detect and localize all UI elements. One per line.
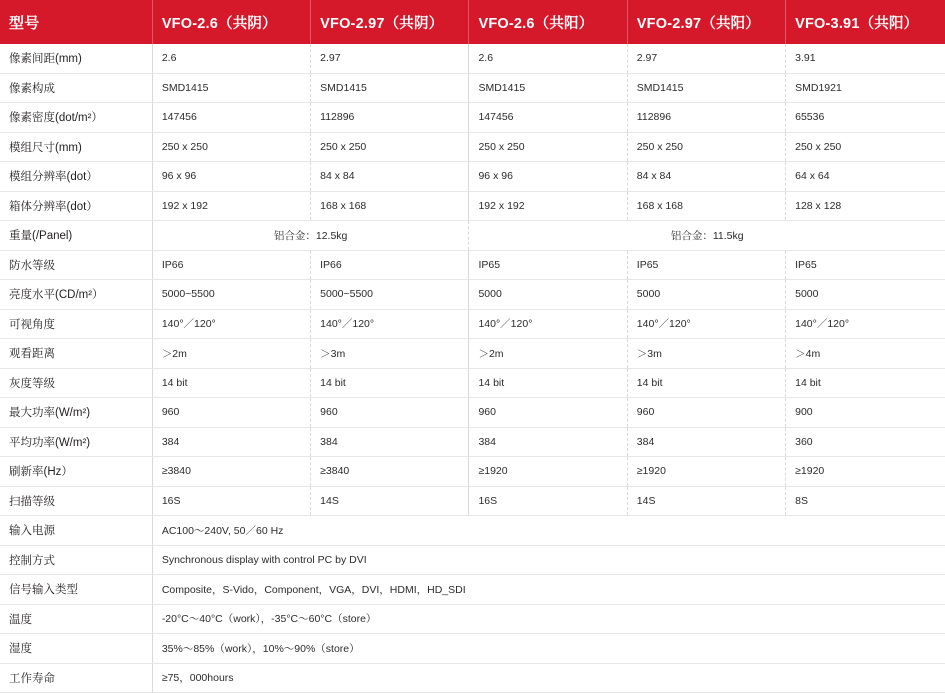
row-value: 16S [469, 486, 627, 516]
row-value: 960 [627, 398, 785, 428]
row-label: 输入电源 [0, 516, 152, 546]
table-row [0, 427, 945, 457]
row-value: SMD1921 [786, 73, 945, 103]
row-value: 140°／120° [627, 309, 785, 339]
row-label: 灰度等级 [0, 368, 152, 398]
header-cell-3: VFO-2.6（共阳） [469, 0, 627, 44]
row-value: ≥3840 [152, 457, 310, 487]
row-value: 147456 [469, 103, 627, 133]
row-label: 像素间距(mm) [0, 44, 152, 73]
row-value: 14 bit [152, 368, 310, 398]
row-value: 250 x 250 [786, 132, 945, 162]
row-label: 防水等级 [0, 250, 152, 280]
row-value-full: ≥75，000hours [152, 663, 945, 693]
header-cell-2: VFO-2.97（共阴） [311, 0, 469, 44]
table-row [0, 486, 945, 516]
row-value: 5000 [469, 280, 627, 310]
table-row [0, 73, 945, 103]
row-value: 2.97 [627, 44, 785, 73]
row-value: ≥1920 [469, 457, 627, 487]
row-value: ≥1920 [627, 457, 785, 487]
row-value: 5000~5500 [311, 280, 469, 310]
row-label: 像素构成 [0, 73, 152, 103]
header-cell-4: VFO-2.97（共阳） [627, 0, 785, 44]
header-cell-5: VFO-3.91（共阳） [786, 0, 945, 44]
row-value: 65536 [786, 103, 945, 133]
header-cell-model: 型号 [0, 0, 152, 44]
header-row [0, 0, 945, 44]
table-row [0, 398, 945, 428]
row-value: 14 bit [469, 368, 627, 398]
row-value: 360 [786, 427, 945, 457]
row-label: 温度 [0, 604, 152, 634]
row-label: 观看距离 [0, 339, 152, 369]
row-value: 5000 [627, 280, 785, 310]
row-value-merged: 铝合金：12.5kg [152, 221, 469, 251]
row-value: ＞2m [469, 339, 627, 369]
row-value: ≥1920 [786, 457, 945, 487]
row-value: ＞3m [311, 339, 469, 369]
table-row [0, 309, 945, 339]
row-value: IP65 [627, 250, 785, 280]
table-row [0, 663, 945, 693]
row-value: 8S [786, 486, 945, 516]
table-row [0, 250, 945, 280]
row-value: 250 x 250 [311, 132, 469, 162]
row-value: 14 bit [627, 368, 785, 398]
table-row [0, 368, 945, 398]
row-value: 5000 [786, 280, 945, 310]
table-row [0, 280, 945, 310]
row-label: 控制方式 [0, 545, 152, 575]
row-value: 384 [627, 427, 785, 457]
row-value: 14S [311, 486, 469, 516]
row-value: 96 x 96 [152, 162, 310, 192]
table-row [0, 604, 945, 634]
table-header [0, 0, 945, 44]
row-label: 信号输入类型 [0, 575, 152, 605]
row-value: 250 x 250 [627, 132, 785, 162]
row-value: ＞4m [786, 339, 945, 369]
row-label: 模组分辨率(dot） [0, 162, 152, 192]
header-cell-1: VFO-2.6（共阴） [152, 0, 310, 44]
row-value: 140°／120° [152, 309, 310, 339]
row-label: 重量(/Panel) [0, 221, 152, 251]
row-label: 最大功率(W/m²) [0, 398, 152, 428]
row-value: 250 x 250 [152, 132, 310, 162]
row-value: 192 x 192 [152, 191, 310, 221]
row-value: 140°／120° [786, 309, 945, 339]
table-row [0, 44, 945, 73]
row-value: 960 [469, 398, 627, 428]
row-value-full: Composite，S-Vido，Component，VGA，DVI，HDMI，HD_SDI [152, 575, 945, 605]
row-value: 64 x 64 [786, 162, 945, 192]
row-value: 3.91 [786, 44, 945, 73]
table-row [0, 575, 945, 605]
row-value: 14 bit [786, 368, 945, 398]
row-value-merged: 铝合金：11.5kg [469, 221, 945, 251]
row-value: 5000~5500 [152, 280, 310, 310]
row-label: 平均功率(W/m²) [0, 427, 152, 457]
table-row [0, 457, 945, 487]
table-row [0, 516, 945, 546]
row-value: 2.6 [469, 44, 627, 73]
row-value: SMD1415 [469, 73, 627, 103]
row-label: 像素密度(dot/m²） [0, 103, 152, 133]
row-value: 900 [786, 398, 945, 428]
row-value: IP66 [152, 250, 310, 280]
table-body [0, 44, 945, 693]
row-value: SMD1415 [311, 73, 469, 103]
row-label: 湿度 [0, 634, 152, 664]
row-value: 2.97 [311, 44, 469, 73]
table-row [0, 545, 945, 575]
row-value: 16S [152, 486, 310, 516]
row-value-full: AC100～240V, 50／60 Hz [152, 516, 945, 546]
row-value: 112896 [627, 103, 785, 133]
row-value-full: Synchronous display with control PC by DVI [152, 545, 945, 575]
row-value: 128 x 128 [786, 191, 945, 221]
row-value: IP65 [786, 250, 945, 280]
row-value: 384 [311, 427, 469, 457]
row-value: 168 x 168 [627, 191, 785, 221]
row-value: 2.6 [152, 44, 310, 73]
table-row [0, 221, 945, 251]
row-value: 960 [311, 398, 469, 428]
row-value: 147456 [152, 103, 310, 133]
row-value: 192 x 192 [469, 191, 627, 221]
row-value: ＞3m [627, 339, 785, 369]
table-row [0, 191, 945, 221]
row-value: IP66 [311, 250, 469, 280]
row-value-full: -20°C～40°C（work），-35°C～60°C（store） [152, 604, 945, 634]
row-value: 140°／120° [469, 309, 627, 339]
row-value: 14 bit [311, 368, 469, 398]
row-label: 箱体分辨率(dot） [0, 191, 152, 221]
table-row [0, 634, 945, 664]
row-label: 扫描等级 [0, 486, 152, 516]
table-row [0, 132, 945, 162]
row-value: 84 x 84 [627, 162, 785, 192]
row-value: SMD1415 [627, 73, 785, 103]
row-value: 14S [627, 486, 785, 516]
row-value: 140°／120° [311, 309, 469, 339]
table-row [0, 339, 945, 369]
row-label: 亮度水平(CD/m²） [0, 280, 152, 310]
row-value: 384 [152, 427, 310, 457]
row-value: 112896 [311, 103, 469, 133]
row-label: 模组尺寸(mm) [0, 132, 152, 162]
table-row [0, 162, 945, 192]
row-label: 刷新率(Hz） [0, 457, 152, 487]
row-value: 84 x 84 [311, 162, 469, 192]
row-value: ≥3840 [311, 457, 469, 487]
row-value: 384 [469, 427, 627, 457]
row-label: 工作寿命 [0, 663, 152, 693]
row-value: 168 x 168 [311, 191, 469, 221]
row-label: 可视角度 [0, 309, 152, 339]
row-value-full: 35%～85%（work），10%～90%（store） [152, 634, 945, 664]
table-row [0, 103, 945, 133]
row-value: 250 x 250 [469, 132, 627, 162]
row-value: SMD1415 [152, 73, 310, 103]
row-value: ＞2m [152, 339, 310, 369]
row-value: 96 x 96 [469, 162, 627, 192]
row-value: 960 [152, 398, 310, 428]
row-value: IP65 [469, 250, 627, 280]
